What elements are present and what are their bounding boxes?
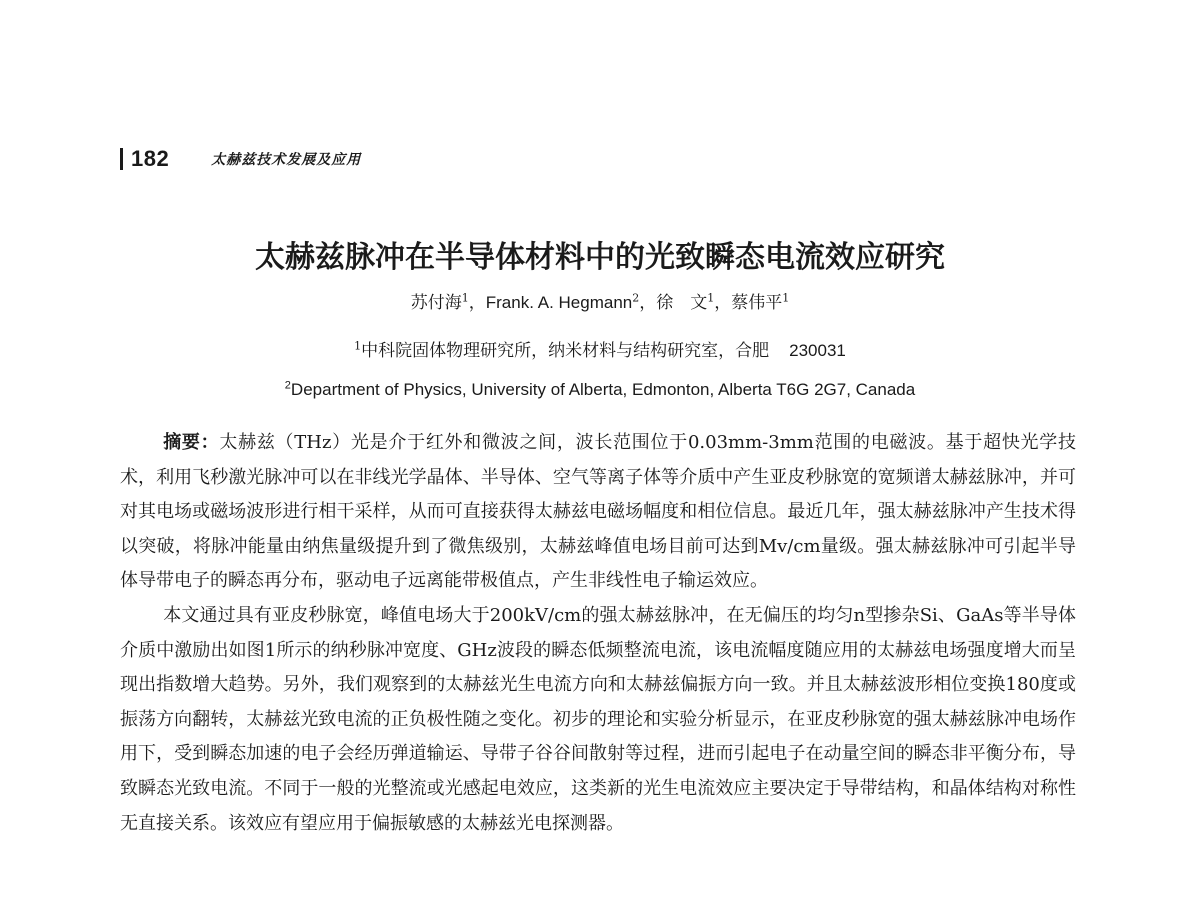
affiliation-text: Department of Physics, University of Alberta, Edmonton, Alberta T6G 2G7, Canada bbox=[290, 380, 916, 399]
author-name: Frank. A. Hegmann bbox=[485, 293, 633, 312]
affiliation-1 bbox=[0, 336, 1200, 361]
affiliation-postcode: 230031 bbox=[789, 341, 846, 360]
author bbox=[656, 293, 714, 313]
running-header bbox=[120, 146, 361, 172]
paper-title: 太赫兹脉冲在半导体材料中的光致瞬态电流效应研究 bbox=[255, 240, 945, 275]
author bbox=[731, 293, 789, 313]
author-affil-mark: 1 bbox=[707, 291, 715, 305]
author-name: 苏付海 bbox=[410, 293, 462, 313]
author-separator: ， bbox=[639, 293, 657, 313]
body-paragraph: 本文通过具有亚皮秒脉宽，峰值电场大于200kV/cm的强太赫兹脉冲，在无偏压的均匀n型掺杂Si、GaAs等半导体介质中激励出如图1所示的纳秒脉冲宽度、GHz波段的瞬态低频整流电流，该电流幅度随应用的太赫兹电场强度增大而呈现出指数增大趋势。另外，我们观察到的太赫兹光生电流方向和太赫兹偏振方向一致。并且太赫兹波形相位变换180度或振荡方向翻转，太赫兹光致电流的正负极性随之变化。初步的理论和实验分析显示，在亚皮秒脉宽的强太赫兹脉冲电场作用下，受到瞬态加速的电子会经历弹道输运、导带子谷谷间散射等过程，进而引起电子在动量空间的瞬态非平衡分布，导致瞬态光致电流。不同于一般的光整流或光感起电效应，这类新的光生电流效应主要决定于导带结构，和晶体结构对称性无直接关系。该效应有望应用于偏振敏感的太赫兹光电探测器。 bbox=[120, 604, 1076, 834]
author bbox=[486, 293, 639, 313]
abstract-paragraph bbox=[120, 426, 1076, 599]
header-rule bbox=[120, 148, 123, 170]
book-title: 太赫兹技术发展及应用 bbox=[211, 152, 362, 168]
author bbox=[411, 293, 469, 313]
body-text bbox=[120, 426, 1076, 841]
author-name: 蔡伟平 bbox=[731, 293, 783, 313]
affiliation-mark: 1 bbox=[354, 339, 362, 353]
affiliation-2 bbox=[0, 380, 1200, 400]
affiliation-mark: 2 bbox=[284, 379, 291, 392]
author-separator: ， bbox=[468, 293, 486, 313]
abstract-label: 摘要： bbox=[163, 432, 220, 453]
author-affil-mark: 2 bbox=[632, 291, 640, 305]
affiliation-text: 中科院固体物理研究所，纳米材料与结构研究室，合肥 bbox=[361, 341, 770, 361]
author-list bbox=[0, 288, 1200, 313]
abstract-text: 太赫兹（THz）光是介于红外和微波之间，波长范围位于0.03mm-3mm范围的电磁波。基于超快光学技术，利用飞秒激光脉冲可以在非线光学晶体、半导体、空气等离子体等介质中产生亚皮秒脉宽的宽频谱太赫兹脉冲，并可对其电场或磁场波形进行相干采样，从而可直接获得太赫兹电磁场幅度和相位信息。最近几年，强太赫兹脉冲产生技术得以突破，将脉冲能量由纳焦量级提升到了微焦级别，太赫兹峰值电场目前可达到Mv/cm量级。强太赫兹脉冲可引起半导体导带电子的瞬态再分布，驱动电子远离能带极值点，产生非线性电子输运效应。 bbox=[120, 432, 1077, 592]
author-affil-mark: 1 bbox=[461, 291, 469, 305]
author-separator: ， bbox=[714, 293, 732, 313]
page-number: 182 bbox=[131, 146, 170, 171]
author-affil-mark: 1 bbox=[782, 291, 790, 305]
author-name: 徐 文 bbox=[656, 293, 708, 313]
